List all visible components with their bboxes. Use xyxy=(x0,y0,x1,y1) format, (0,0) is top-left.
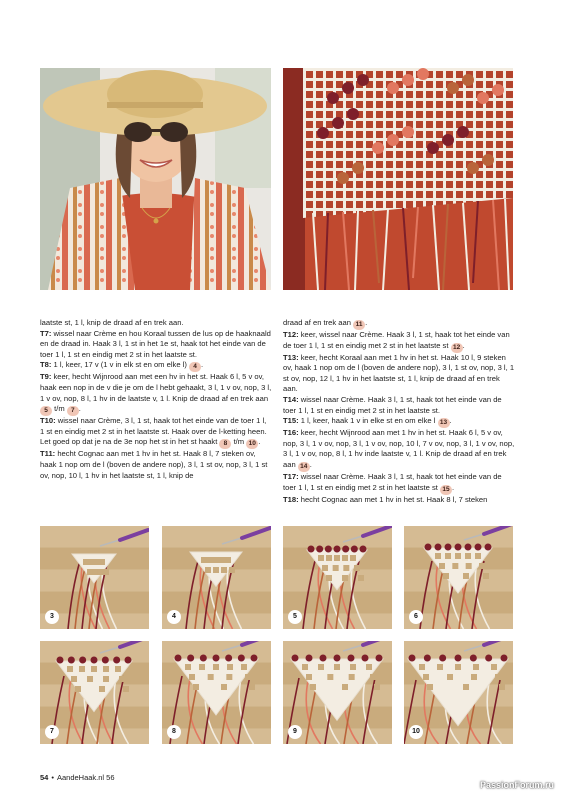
instruction-row xyxy=(40,416,272,449)
row-label: T17: xyxy=(283,471,299,481)
row-label: T18: xyxy=(283,494,299,504)
step-photo-4 xyxy=(162,526,271,629)
row-label: T12: xyxy=(283,330,299,339)
row-text: 1 l, keer, 17 v (1 v in elk st en om elke l) xyxy=(51,360,187,370)
page-number: 54 xyxy=(40,773,49,782)
step-photo-9 xyxy=(283,641,392,744)
photo-ref-badge: 8 xyxy=(219,439,231,449)
watermark: PassionForum.ru xyxy=(479,780,554,790)
row-text-range: t/m xyxy=(231,437,247,447)
photo-ref-badge: 15 xyxy=(440,485,452,495)
instruction-row xyxy=(40,329,272,361)
photo-ref-badge: 5 xyxy=(40,406,52,416)
row-text-end: . xyxy=(309,459,312,469)
row-text: wissel naar Crème, 3 l, 1 st, haak tot het einde van de toer 1 l, 1 st en eindig met 2 st in het laatste st. Haak over de l-ketting heen. Let goed op dat je na de 3e nop het st in het st haakt xyxy=(40,416,267,447)
instruction-row xyxy=(283,428,515,472)
step-number: 7 xyxy=(45,725,59,739)
step-photo-3 xyxy=(40,526,149,629)
row-label: T11: xyxy=(40,449,56,459)
photo-ref-badge: 4 xyxy=(189,362,201,372)
instruction-row xyxy=(283,395,515,416)
step-photo-10 xyxy=(404,641,513,744)
step-number: 5 xyxy=(288,610,302,624)
step-photo-6 xyxy=(404,526,513,629)
row-text-end: . xyxy=(258,437,261,447)
row-text-end: . xyxy=(201,360,204,370)
row-text-end: . xyxy=(365,318,368,327)
magazine-name: AandeHaak.nl 56 xyxy=(56,773,115,782)
row-text-end: . xyxy=(462,340,465,350)
photo-ref-badge: 7 xyxy=(67,406,79,416)
row-label: T8: xyxy=(40,360,52,370)
photo-ref-badge: 12 xyxy=(451,343,463,353)
row-label: T14: xyxy=(283,394,299,404)
step-number: 9 xyxy=(288,725,302,739)
instruction-row xyxy=(40,318,272,329)
row-text: wissel naar Crème en hou Koraal tussen de lus op de haaknaald en de draad in. Haak 3 l, 1 st in het 1e st, haak tot het einde van de toer 1 l, 1 st en eindig met 2 st in het laatste st. xyxy=(40,328,271,359)
instruction-row xyxy=(283,495,515,506)
row-text: hecht Cognac aan met 1 hv in het st. Haak 8 l, 7 steken xyxy=(298,494,488,504)
row-text-end: . xyxy=(452,482,455,492)
row-text-end: . xyxy=(78,404,81,414)
row-label: T10: xyxy=(40,416,56,426)
instruction-row xyxy=(283,353,515,395)
row-text: keer, wissel naar Crème. Haak 3 l, 1 st, haak tot het einde van de toer 1 l, 1 st en eindig met 2 st in het laatste st xyxy=(283,330,510,350)
row-label: T13: xyxy=(283,352,299,362)
footer-bullet: • xyxy=(51,773,54,782)
row-text: hecht Cognac aan met 1 hv in het st. Haak 8 l, 7 steken ov, haak 1 nop om de l (boven de andere nop), 3 l, 1 st ov, nop, 3 l, 1 st ov, nop, 10 l, 1 hv in het laatste st, 1 l, knip de xyxy=(40,449,268,480)
row-label: T9: xyxy=(40,372,52,382)
row-text-end: . xyxy=(449,416,452,426)
row-label: T16: xyxy=(283,428,299,438)
row-text: keer, hecht Wijnrood aan met 1 hv in het st. Haak 6 l, 5 v ov, nop, 3 l, 1 v ov, nop, 3 l, 1 v ov, nop, 10 l, 7 v ov, nop, 3 l, 1 v ov, nop, 3 l, 1 v ov, nop, 8 l, 1 hv inde laatste v, 1 l. Knip de draad af en trek aan xyxy=(283,428,515,469)
instruction-row xyxy=(40,372,272,416)
step-number: 3 xyxy=(45,610,59,624)
instruction-row xyxy=(40,360,272,372)
row-label: T7: xyxy=(40,328,52,338)
step-photo-7 xyxy=(40,641,149,744)
step-number: 8 xyxy=(167,725,181,739)
photo-woman-with-shawl xyxy=(40,68,271,290)
row-text: 1 l, keer, haak 1 v in elke st en om elke l xyxy=(298,416,436,426)
photo-shawl-detail xyxy=(283,68,513,290)
row-text: wissel naar Crème. Haak 3 l, 1 st, haak tot het einde van de toer 1 l, 1 st en eindig met 2 st in het laatste st. xyxy=(283,394,502,415)
step-number: 4 xyxy=(167,610,181,624)
row-text-range: t/m xyxy=(52,404,67,414)
photo-ref-badge: 10 xyxy=(246,439,258,449)
step-number: 6 xyxy=(409,610,423,624)
step-photo-5 xyxy=(283,526,392,629)
instruction-row xyxy=(283,472,515,495)
step-number: 10 xyxy=(409,725,423,739)
instructions-right-column xyxy=(283,318,515,505)
photo-ref-badge: 11 xyxy=(353,320,365,330)
instruction-row xyxy=(40,449,272,481)
instruction-row xyxy=(283,318,515,330)
instructions-left-column xyxy=(40,318,272,481)
instruction-row xyxy=(283,416,515,428)
photo-ref-badge: 13 xyxy=(438,418,450,428)
instruction-row xyxy=(283,330,515,353)
row-label: T15: xyxy=(283,416,299,426)
row-text: laatste st, 1 l, knip de draad af en trek aan. xyxy=(40,318,184,327)
photo-ref-badge: 14 xyxy=(298,462,310,472)
row-text: wissel naar Crème. Haak 3 l, 1 st, haak tot het einde van de toer 1 l, 1 st en eindig met 2 st in het laatste st xyxy=(283,471,502,492)
step-photo-8 xyxy=(162,641,271,744)
row-text: keer, hecht Koraal aan met 1 hv in het st. Haak 10 l, 9 steken ov, haak 1 nop om de l (boven de andere nop), 3 l, 1 st ov, nop, 3 l, 1 st ov, nop, 12 l, 1 hv in het laatste st, 1 l, knip de draad af en trek aan. xyxy=(283,352,515,394)
page-footer xyxy=(40,773,115,782)
row-text: keer, hecht Wijnrood aan met een hv in het st. Haak 6 l, 5 v ov, haak een nop in de v die je om de l hebt gehaakt, 3 l, 1 v ov, nop, 3 l, 1 v ov, nop, 8 l, 1 hv in de laatste v, 1 l. Knip de draad af en trek aan xyxy=(40,372,272,403)
row-text: draad af en trek aan xyxy=(283,318,351,327)
